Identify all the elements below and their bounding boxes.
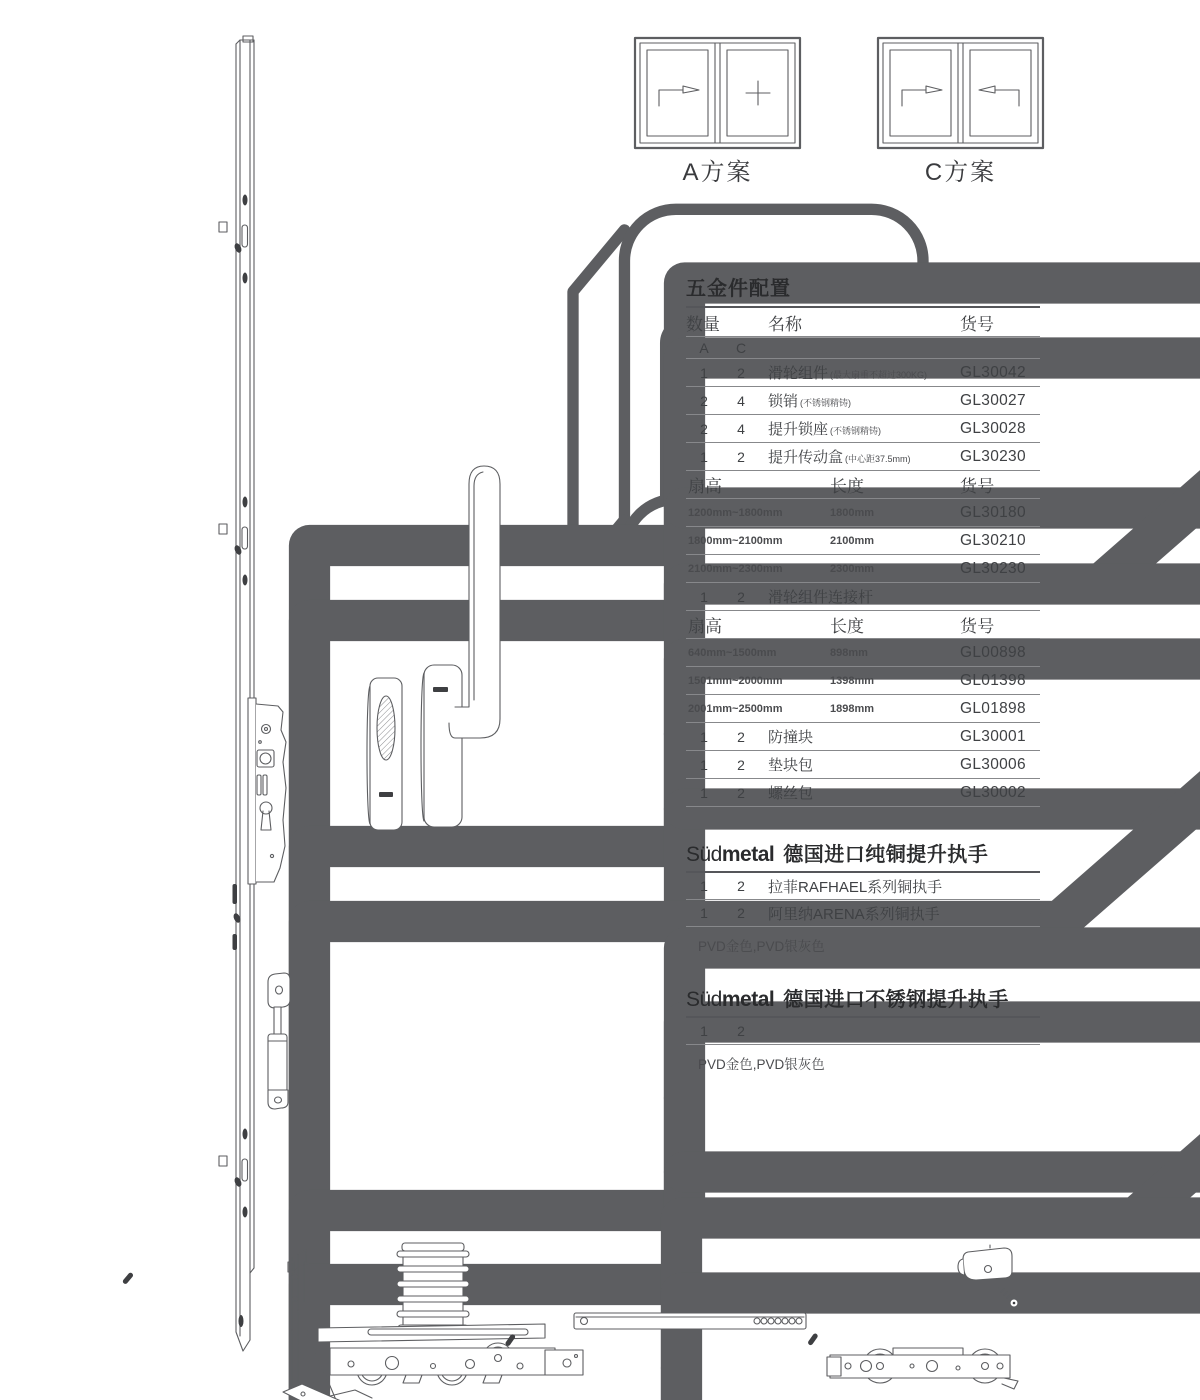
flat-pull-handle-drawing bbox=[367, 678, 402, 830]
item-sku: GL30230 bbox=[960, 559, 1026, 577]
variant-a-label: A bbox=[699, 339, 709, 356]
brand-logo: Südmetal bbox=[686, 843, 775, 866]
header-sash-height: 扇高 bbox=[688, 617, 722, 636]
qty-c: 2 bbox=[737, 448, 745, 465]
table-title: 五金件配置 bbox=[686, 272, 1040, 308]
item-name: 防撞块 bbox=[768, 729, 814, 746]
qty-a: 1 bbox=[700, 728, 708, 745]
table-row bbox=[686, 751, 1040, 779]
item-name: 锁销 (不锈钢精铸) bbox=[768, 393, 852, 410]
table-row bbox=[686, 387, 1040, 415]
slide-arrow-left-icon bbox=[979, 86, 1019, 106]
table-row bbox=[686, 873, 1040, 900]
length-value: 898mm bbox=[830, 646, 868, 659]
size-row bbox=[686, 639, 1040, 667]
size-row bbox=[686, 667, 1040, 695]
qty-a: 1 bbox=[700, 784, 708, 801]
size-row bbox=[686, 695, 1040, 723]
header-length: 长度 bbox=[830, 617, 864, 636]
qty-c: 4 bbox=[737, 420, 745, 437]
size-header-row bbox=[686, 611, 1040, 639]
item-sku: GL01898 bbox=[960, 699, 1026, 717]
item-note: (不锈钢精铸) bbox=[830, 426, 882, 436]
scheme-c-label: C方案 bbox=[924, 159, 997, 186]
lock-body-drawing bbox=[248, 698, 286, 884]
item-note: (中心距37.5mm) bbox=[845, 454, 911, 464]
length-value: 1398mm bbox=[830, 674, 875, 687]
finish-note: PVD金色,PVD银灰色 bbox=[698, 939, 825, 954]
table-row bbox=[686, 779, 1040, 807]
item-sku: GL30027 bbox=[960, 391, 1026, 409]
table-row bbox=[686, 1018, 1040, 1045]
sash-height-range: 1501mm~2000mm bbox=[688, 674, 783, 687]
qty-a: 2 bbox=[700, 420, 708, 437]
section-title bbox=[686, 838, 1040, 873]
length-value: 2300mm bbox=[830, 562, 875, 575]
header-length: 长度 bbox=[830, 477, 864, 496]
item-name: 垫块包 bbox=[768, 757, 814, 774]
qty-c: 4 bbox=[737, 392, 745, 409]
qty-c: 2 bbox=[737, 1023, 745, 1039]
table-row bbox=[686, 583, 1040, 611]
qty-a: 1 bbox=[700, 588, 708, 605]
item-sku: GL30002 bbox=[960, 783, 1026, 801]
header-qty: 数量 bbox=[686, 314, 720, 334]
table-row bbox=[686, 415, 1040, 443]
slide-arrow-icon bbox=[902, 86, 942, 106]
qty-c: 2 bbox=[737, 878, 745, 894]
header-sash-height: 扇高 bbox=[688, 477, 722, 496]
section-title-text: 德国进口不锈钢提升执手 bbox=[783, 989, 1009, 1011]
length-value: 2100mm bbox=[830, 534, 875, 547]
qty-c: 2 bbox=[737, 364, 745, 381]
steel-handle-section bbox=[686, 983, 1040, 1073]
size-header-row bbox=[686, 471, 1040, 499]
window-scheme-a-diagram bbox=[635, 38, 800, 148]
qty-a: 1 bbox=[700, 1023, 708, 1039]
item-note: (不锈钢精铸) bbox=[800, 398, 852, 408]
hardware-config-table bbox=[686, 272, 1040, 807]
size-row bbox=[686, 499, 1040, 527]
variant-c-label: C bbox=[735, 339, 747, 356]
header-sku: 货号 bbox=[960, 477, 995, 496]
item-sku: GL30210 bbox=[960, 531, 1026, 549]
qty-a: 1 bbox=[700, 364, 708, 381]
item-name: 提升锁座 (不锈钢精铸) bbox=[768, 421, 882, 438]
qty-a: 1 bbox=[700, 905, 708, 921]
table-row bbox=[686, 443, 1040, 471]
sash-height-range: 2100mm~2300mm bbox=[688, 562, 783, 575]
qty-c: 2 bbox=[737, 588, 745, 605]
table-row bbox=[686, 900, 1040, 927]
section-title bbox=[686, 983, 1040, 1018]
section-title-text: 德国进口纯铜提升执手 bbox=[783, 844, 989, 866]
scheme-a-label: A方案 bbox=[682, 159, 753, 186]
item-sku: GL30028 bbox=[960, 419, 1026, 437]
brand-logo: Südmetal bbox=[686, 988, 775, 1011]
fixed-pane-icon bbox=[746, 81, 770, 105]
brass-handle-section bbox=[686, 838, 1040, 955]
size-row bbox=[686, 555, 1040, 583]
qty-a: 2 bbox=[700, 392, 708, 409]
qty-a: 1 bbox=[700, 756, 708, 773]
item-sku: GL30230 bbox=[960, 447, 1026, 465]
lock-rail-drawing bbox=[219, 36, 254, 1351]
lift-damper-drawing bbox=[268, 973, 290, 1109]
item-name: 阿里纳ARENA系列铜执手 bbox=[768, 905, 940, 923]
length-value: 1898mm bbox=[830, 702, 875, 715]
header-name: 名称 bbox=[768, 314, 802, 334]
item-name: 滑轮组件连接杆 bbox=[768, 589, 874, 606]
sash-height-range: 2001mm~2500mm bbox=[688, 702, 783, 715]
table-header-row bbox=[686, 308, 1040, 337]
item-sku: GL30042 bbox=[960, 363, 1026, 381]
pin-drawing bbox=[122, 1272, 134, 1285]
qty-c: 2 bbox=[737, 784, 745, 801]
window-scheme-c-diagram bbox=[878, 38, 1043, 148]
sash-height-range: 640mm~1500mm bbox=[688, 646, 777, 659]
length-value: 1800mm bbox=[830, 506, 875, 519]
brand-mark bbox=[433, 687, 448, 692]
sash-height-range: 1800mm~2100mm bbox=[688, 534, 783, 547]
item-name: 螺丝包 bbox=[768, 785, 814, 802]
item-sku: GL30180 bbox=[960, 503, 1026, 521]
item-name: 滑轮组件 (最大扇重不超过300KG) bbox=[768, 365, 928, 382]
sash-height-range: 1200mm~1800mm bbox=[688, 506, 783, 519]
qty-c: 2 bbox=[737, 756, 745, 773]
header-sku: 货号 bbox=[960, 617, 995, 636]
slide-arrow-icon bbox=[659, 86, 699, 106]
item-sku: GL30001 bbox=[960, 727, 1026, 745]
size-row bbox=[686, 527, 1040, 555]
item-sku: GL01398 bbox=[960, 671, 1026, 689]
header-sku: 货号 bbox=[960, 314, 994, 334]
item-sku: GL00898 bbox=[960, 643, 1026, 661]
finish-note: PVD金色,PVD银灰色 bbox=[698, 1057, 825, 1072]
qty-c: 2 bbox=[737, 728, 745, 745]
item-note: (最大扇重不超过300KG) bbox=[830, 370, 928, 380]
table-row bbox=[686, 359, 1040, 387]
item-name: 提升传动盒 (中心距37.5mm) bbox=[768, 449, 911, 466]
qty-c: 2 bbox=[737, 905, 745, 921]
qty-a: 1 bbox=[700, 448, 708, 465]
brand-mark bbox=[379, 792, 393, 797]
bellows-drawing bbox=[397, 1243, 469, 1332]
table-row bbox=[686, 723, 1040, 751]
item-sku: GL30006 bbox=[960, 755, 1026, 773]
qty-a: 1 bbox=[700, 878, 708, 894]
variant-header-row bbox=[686, 337, 1040, 359]
item-name: 拉菲RAFHAEL系列铜执手 bbox=[768, 878, 943, 896]
